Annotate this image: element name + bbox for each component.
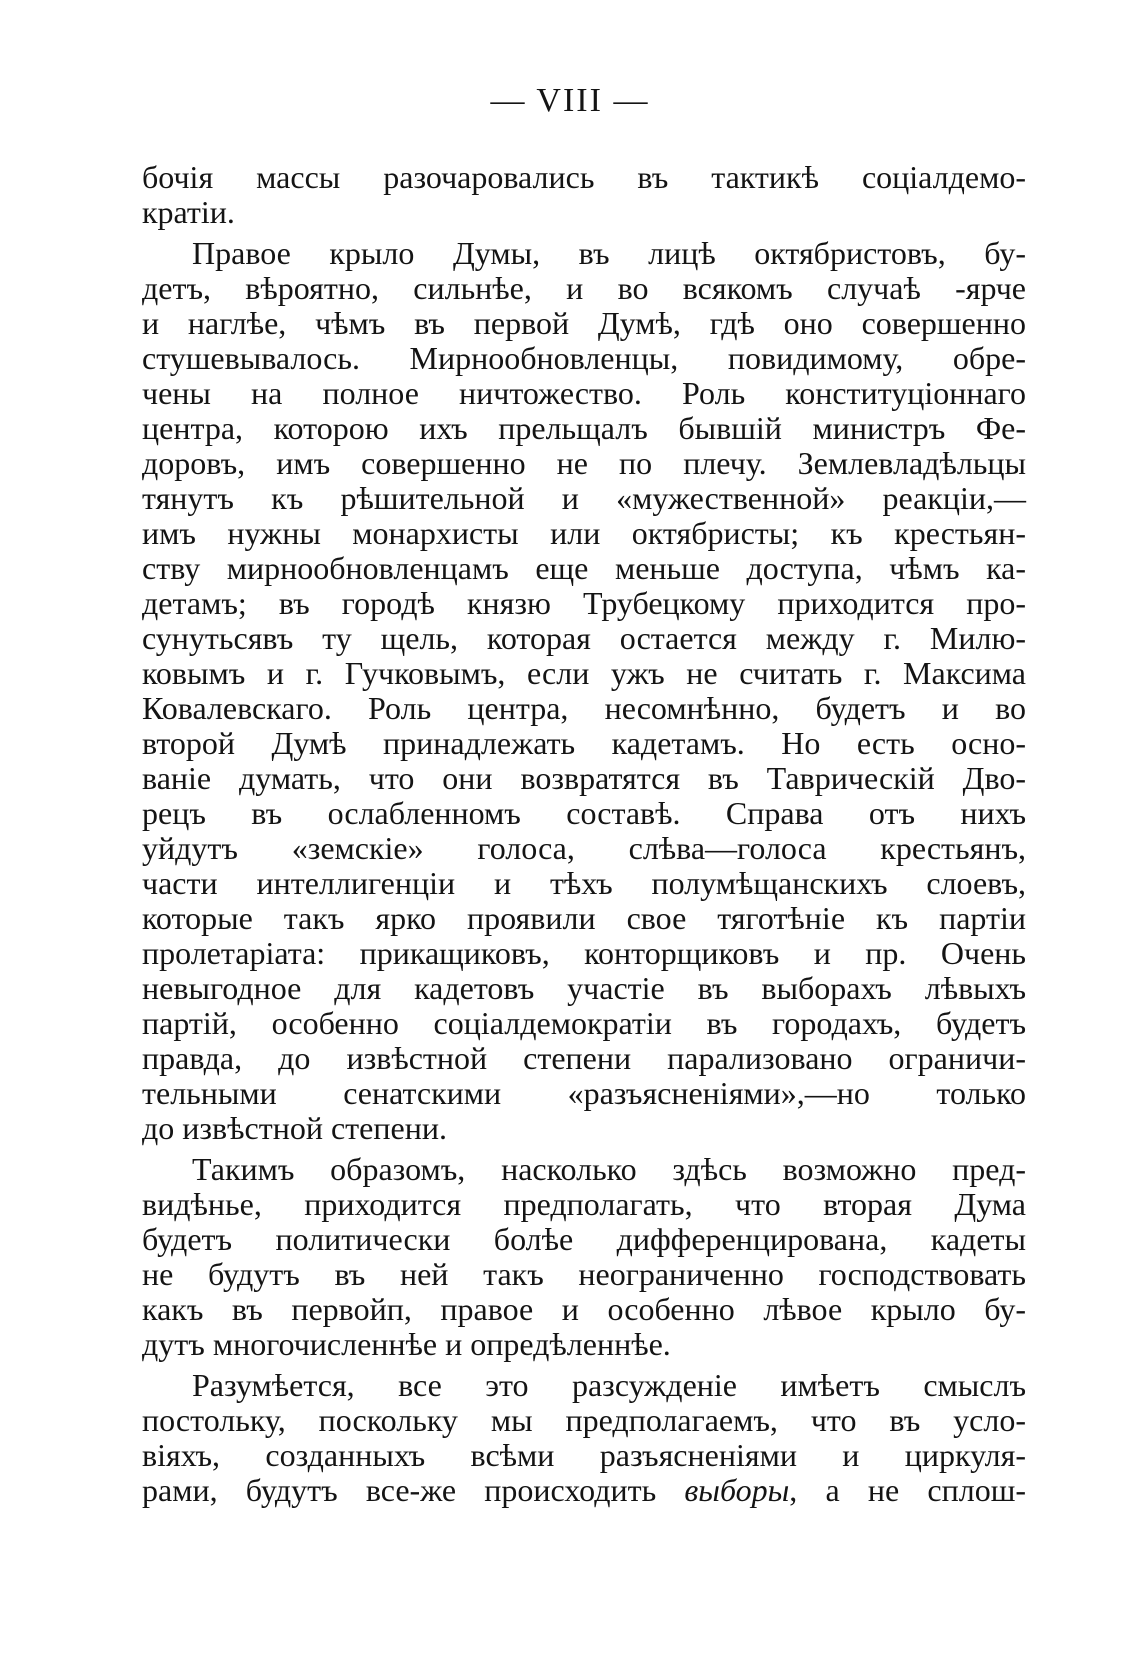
text-line: Такимъ образомъ, насколько здѣсь возможно пред- — [192, 1151, 1026, 1187]
text-line: бочія массы разочаровались въ тактикѣ соціалдемо- — [142, 159, 1026, 195]
text-line: стушевывалось. Мирнообновленцы, повидимому, обре- — [142, 340, 1026, 376]
text-line: правда, до извѣстной степени парализовано ограничи- — [142, 1040, 1026, 1076]
text-fragment: , а не сплош- — [789, 1472, 1027, 1508]
text-fragment: рами, будутъ все-же происходить — [142, 1472, 685, 1508]
text-line: второй Думѣ принадлежать кадетамъ. Но есть осно- — [142, 725, 1026, 761]
text-line: Ковалевскаго. Роль центра, несомнѣнно, будетъ и во — [142, 690, 1026, 726]
text-line: детамъ; въ городѣ князю Трубецкому приходится про- — [142, 585, 1026, 621]
text-line: части интеллигенціи и тѣхъ полумѣщанскихъ слоевъ, — [142, 865, 1026, 901]
text-line: дутъ многочисленнѣе и опредѣленнѣе. — [142, 1326, 671, 1362]
paragraph-2 — [142, 236, 1026, 1146]
text-line: до извѣстной степени. — [142, 1110, 447, 1146]
text-line: постольку, поскольку мы предполагаемъ, что въ усло- — [142, 1402, 1026, 1438]
text-line: тянутъ къ рѣшительной и «мужественной» реакціи,— — [142, 480, 1026, 516]
text-line: кратіи. — [142, 194, 235, 230]
text-line: ваніе думать, что они возвратятся въ Таврическій Дво- — [142, 760, 1026, 796]
text-line: центра, которою ихъ прельщалъ бывшій министръ Фе- — [142, 410, 1026, 446]
text-line: видѣнье, приходится предполагать, что вторая Дума — [142, 1186, 1026, 1222]
text-line: какъ въ первойп, правое и особенно лѣвое крыло бу- — [142, 1291, 1026, 1327]
text-line: віяхъ, созданныхъ всѣми разъясненіями и циркуля- — [142, 1437, 1026, 1473]
paragraph-1 — [142, 160, 1026, 230]
text-line: тельными сенатскими «разъясненіями»,—но только — [142, 1075, 1026, 1111]
text-line: сунутьсявъ ту щель, которая остается между г. Милю- — [142, 620, 1026, 656]
text-line: Правое крыло Думы, въ лицѣ октябристовъ, бу- — [192, 235, 1026, 271]
text-line: ству мирнообновленцамъ еще меньше доступа, чѣмъ ка- — [142, 550, 1026, 586]
text-line-final — [142, 1473, 1026, 1508]
text-line: будетъ политически болѣе дифференцирована, кадеты — [142, 1221, 1026, 1257]
text-line: которые такъ ярко проявили свое тяготѣніе къ партіи — [142, 900, 1026, 936]
text-line: рецъ въ ослабленномъ составѣ. Справа отъ нихъ — [142, 795, 1026, 831]
body-text — [142, 160, 1026, 1508]
text-line: и наглѣе, чѣмъ въ первой Думѣ, гдѣ оно совершенно — [142, 305, 1026, 341]
text-line: доровъ, имъ совершенно не по плечу. Землевладѣльцы — [142, 445, 1026, 481]
paragraph-4 — [142, 1368, 1026, 1508]
page-number: — VIII — — [490, 82, 650, 119]
paragraph-3 — [142, 1152, 1026, 1362]
text-line: детъ, вѣроятно, сильнѣе, и во всякомъ случаѣ -ярче — [142, 270, 1026, 306]
text-line: не будутъ въ ней такъ неограниченно господствовать — [142, 1256, 1026, 1292]
text-line: партій, особенно соціалдемократіи въ городахъ, будетъ — [142, 1005, 1026, 1041]
text-line: Разумѣется, все это разсужденіе имѣетъ смыслъ — [192, 1367, 1026, 1403]
text-line: уйдутъ «земскіе» голоса, слѣва—голоса крестьянъ, — [142, 830, 1026, 866]
text-line: ковымъ и г. Гучковымъ, если ужъ не считать г. Максима — [142, 655, 1026, 691]
text-line: невыгодное для кадетовъ участіе въ выборахъ лѣвыхъ — [142, 970, 1026, 1006]
text-line: чены на полное ничтожество. Роль конституціоннаго — [142, 375, 1026, 411]
italic-word: выборы — [684, 1472, 790, 1508]
text-line: имъ нужны монархисты или октябристы; къ крестьян- — [142, 515, 1026, 551]
text-line: пролетаріата: прикащиковъ, конторщиковъ и пр. Очень — [142, 935, 1026, 971]
